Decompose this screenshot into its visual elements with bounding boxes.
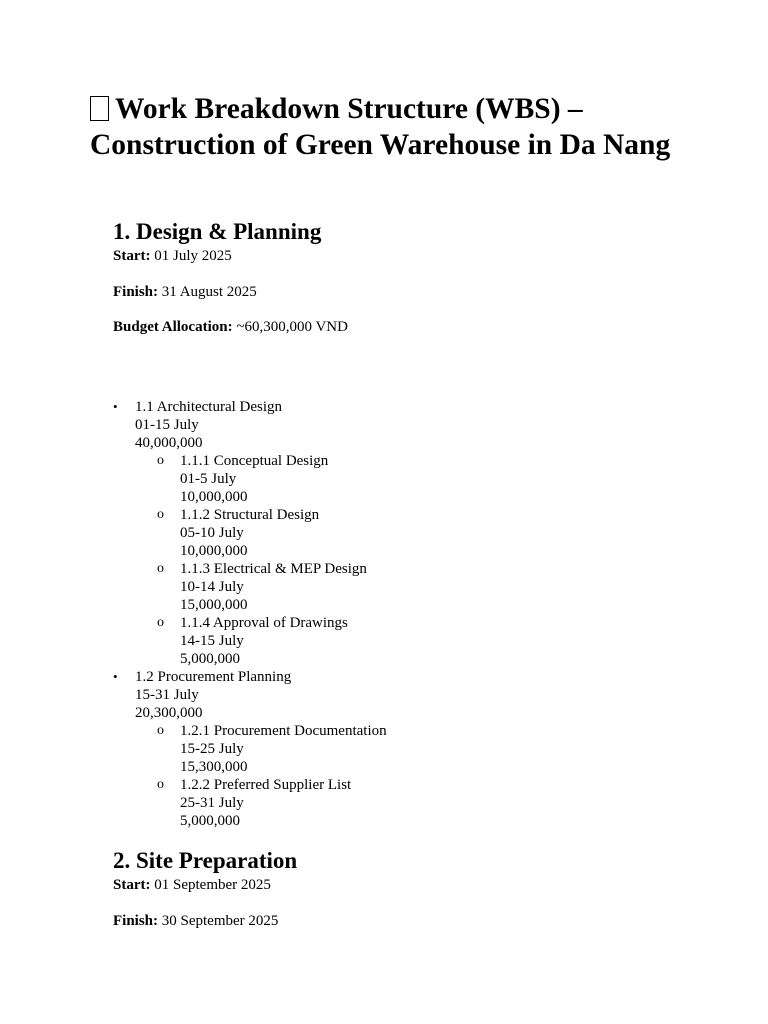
subtask-dates: 15-25 July [180, 741, 244, 757]
section-design-planning [113, 216, 713, 355]
bullet-icon: • [113, 669, 118, 684]
finish-date-field [113, 913, 713, 931]
list-item [135, 506, 387, 560]
task-dates: 01-15 July [135, 417, 199, 433]
task-budget: 20,300,000 [135, 705, 203, 721]
document-title-text: Work Breakdown Structure (WBS) – Construction of Green Warehouse in Da Nang [90, 93, 671, 161]
finish-date-field [113, 284, 713, 302]
subtask-budget: 10,000,000 [180, 489, 248, 505]
subtask-budget: 15,300,000 [180, 759, 248, 775]
budget-field [113, 319, 713, 337]
budget-value: ~60,300,000 VND [236, 319, 348, 335]
start-value: 01 September 2025 [154, 877, 271, 893]
circle-bullet-icon: o [157, 561, 164, 576]
subtask-budget: 10,000,000 [180, 543, 248, 559]
start-value: 01 July 2025 [154, 248, 232, 264]
subtask-budget: 5,000,000 [180, 813, 240, 829]
subtask-name: 1.2.1 Procurement Documentation [180, 723, 387, 739]
list-item [113, 668, 387, 830]
subtask-dates: 10-14 July [180, 579, 244, 595]
task-name: 1.1 Architectural Design [135, 399, 283, 415]
list-item [113, 398, 387, 668]
budget-label: Budget Allocation: [113, 319, 233, 335]
section-heading: 2. Site Preparation [113, 848, 298, 873]
subtask-name: 1.1.3 Electrical & MEP Design [180, 561, 367, 577]
circle-bullet-icon: o [157, 615, 164, 630]
missing-glyph-icon [90, 96, 109, 121]
list-item [135, 560, 387, 614]
finish-label: Finish: [113, 912, 159, 929]
subtask-name: 1.1.1 Conceptual Design [180, 453, 329, 469]
task-dates: 15-31 July [135, 687, 199, 703]
subtask-name: 1.1.4 Approval of Drawings [180, 615, 348, 631]
circle-bullet-icon: o [157, 777, 164, 792]
subtask-dates: 01-5 July [180, 471, 237, 487]
circle-bullet-icon: o [157, 453, 164, 468]
finish-label: Finish: [113, 283, 159, 300]
subtask-name: 1.1.2 Structural Design [180, 507, 320, 523]
subtask-budget: 15,000,000 [180, 597, 248, 613]
start-date-field [113, 248, 713, 266]
subtask-list [135, 452, 387, 668]
list-item [135, 614, 387, 668]
list-item [135, 722, 387, 776]
circle-bullet-icon: o [157, 723, 164, 738]
subtask-dates: 05-10 July [180, 525, 244, 541]
start-label: Start: [113, 248, 151, 264]
section-heading: 1. Design & Planning [113, 219, 322, 244]
bullet-icon: • [113, 399, 118, 414]
finish-value: 30 September 2025 [161, 912, 279, 929]
subtask-list [135, 722, 387, 830]
subtask-name: 1.2.2 Preferred Supplier List [180, 777, 352, 793]
start-label: Start: [113, 877, 151, 893]
subtask-dates: 14-15 July [180, 633, 244, 649]
task-budget: 40,000,000 [135, 435, 203, 451]
subtask-budget: 5,000,000 [180, 651, 240, 667]
task-list [113, 398, 387, 830]
subtask-dates: 25-31 July [180, 795, 244, 811]
start-date-field [113, 877, 713, 895]
list-item [135, 776, 387, 830]
task-name: 1.2 Procurement Planning [135, 669, 292, 685]
document-title [90, 92, 690, 163]
circle-bullet-icon: o [157, 507, 164, 522]
finish-value: 31 August 2025 [161, 283, 257, 300]
list-item [135, 452, 387, 506]
section-site-preparation [113, 845, 713, 948]
